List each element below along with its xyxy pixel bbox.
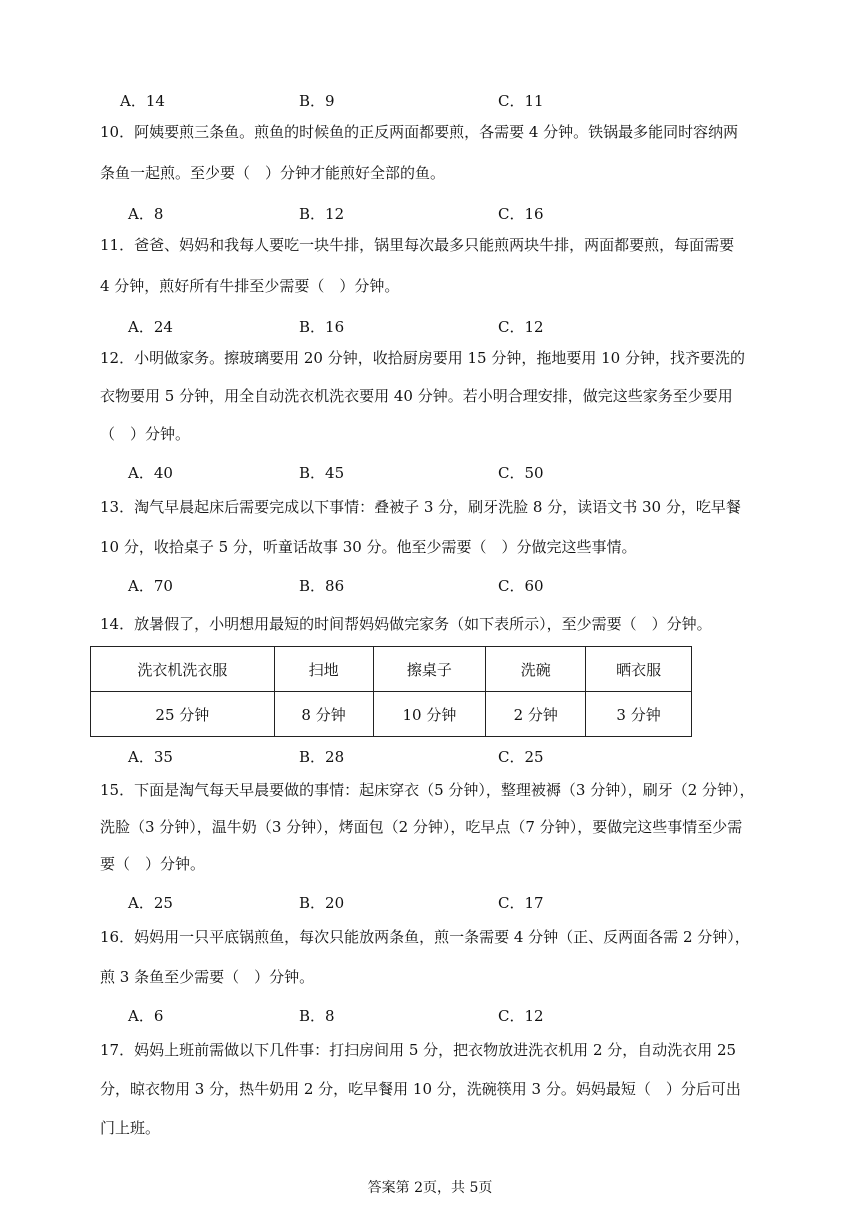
q11-option-b: B．16 <box>299 318 345 336</box>
q15-option-b: B．20 <box>299 894 345 912</box>
table-cell: 25 分钟 <box>91 692 275 737</box>
q15-line-3: 要（ ）分钟。 <box>100 855 206 873</box>
q14-option-a: A．35 <box>128 748 173 766</box>
table-cell: 10 分钟 <box>373 692 486 737</box>
q12-line-1: 12．小明做家务。擦玻璃要用 20 分钟，收拾厨房要用 15 分钟，拖地要用 10 分钟，找齐要洗的 <box>100 349 745 367</box>
q12-line-2: 衣物要用 5 分钟，用全自动洗衣机洗衣要用 40 分钟。若小明合理安排，做完这些家务至少要用 <box>100 387 733 405</box>
q16-option-c: C．12 <box>498 1007 544 1025</box>
q17-line-2: 分，晾衣物用 3 分，热牛奶用 2 分，吃早餐用 10 分，洗碗筷用 3 分。妈妈最短（ ）分后可出 <box>100 1080 741 1098</box>
table-row <box>91 692 692 737</box>
table-header-cell: 晒衣服 <box>586 647 692 692</box>
q10-line-1: 10．阿姨要煎三条鱼。煎鱼的时候鱼的正反两面都要煎，各需要 4 分钟。铁锅最多能同时容纳两 <box>100 123 739 141</box>
q16-line-2: 煎 3 条鱼至少需要（ ）分钟。 <box>100 968 315 986</box>
table-cell: 2 分钟 <box>486 692 586 737</box>
q12-option-a: A．40 <box>128 464 173 482</box>
q10-option-b: B．12 <box>299 205 345 223</box>
q11-option-c: C．12 <box>498 318 544 336</box>
q15-line-2: 洗脸（3 分钟），温牛奶（3 分钟），烤面包（2 分钟），吃早点（7 分钟），要做完这些事情至少需 <box>100 818 743 836</box>
q13-option-a: A．70 <box>128 577 173 595</box>
table-header-row <box>91 647 692 692</box>
q11-line-2: 4 分钟，煎好所有牛排至少需要（ ）分钟。 <box>100 277 400 295</box>
q15-option-c: C．17 <box>498 894 544 912</box>
q14-line-1: 14．放暑假了，小明想用最短的时间帮妈妈做完家务（如下表所示），至少需要（ ）分钟。 <box>100 615 712 633</box>
table-cell: 8 分钟 <box>274 692 373 737</box>
q10-option-c: C．16 <box>498 205 544 223</box>
table-header-cell: 洗衣机洗衣服 <box>91 647 275 692</box>
q12-line-3: （ ）分钟。 <box>100 425 191 443</box>
q13-line-1: 13．淘气早晨起床后需要完成以下事情：叠被子 3 分，刷牙洗脸 8 分，读语文书 30 分，吃早餐 <box>100 498 741 516</box>
q13-line-2: 10 分，收拾桌子 5 分，听童话故事 30 分。他至少需要（ ）分做完这些事情。 <box>100 538 637 556</box>
q16-line-1: 16．妈妈用一只平底锅煎鱼，每次只能放两条鱼，煎一条需要 4 分钟（正、反两面各需 2 分钟）， <box>100 928 750 946</box>
q11-line-1: 11．爸爸、妈妈和我每人要吃一块牛排，锅里每次最多只能煎两块牛排，两面都要煎，每面需要 <box>100 236 735 254</box>
table-header-cell: 擦桌子 <box>373 647 486 692</box>
q13-option-b: B．86 <box>299 577 345 595</box>
q15-line-1: 15．下面是淘气每天早晨要做的事情：起床穿衣（5 分钟），整理被褥（3 分钟），刷牙（2 分钟）， <box>100 781 755 799</box>
q10-line-2: 条鱼一起煎。至少要（ ）分钟才能煎好全部的鱼。 <box>100 164 446 182</box>
q9-option-c: C．11 <box>498 92 544 110</box>
q13-option-c: C．60 <box>498 577 544 595</box>
q11-option-a: A．24 <box>128 318 173 336</box>
q14-option-c: C．25 <box>498 748 544 766</box>
q17-line-3: 门上班。 <box>100 1119 161 1137</box>
table-cell: 3 分钟 <box>586 692 692 737</box>
page-footer: 答案第 2页，共 5页 <box>367 1180 493 1196</box>
q10-option-a: A．8 <box>128 205 164 223</box>
q9-option-a: A．14 <box>120 92 165 110</box>
q12-option-c: C．50 <box>498 464 544 482</box>
q16-option-b: B．8 <box>299 1007 335 1025</box>
q16-option-a: A．6 <box>128 1007 164 1025</box>
q9-option-b: B．9 <box>299 92 335 110</box>
q15-option-a: A．25 <box>128 894 173 912</box>
q17-line-1: 17．妈妈上班前需做以下几件事：打扫房间用 5 分，把衣物放进洗衣机用 2 分，自动洗衣用 25 <box>100 1041 737 1059</box>
q12-option-b: B．45 <box>299 464 345 482</box>
table-header-cell: 洗碗 <box>486 647 586 692</box>
table-header-cell: 扫地 <box>274 647 373 692</box>
chores-table <box>90 646 692 737</box>
q14-option-b: B．28 <box>299 748 345 766</box>
